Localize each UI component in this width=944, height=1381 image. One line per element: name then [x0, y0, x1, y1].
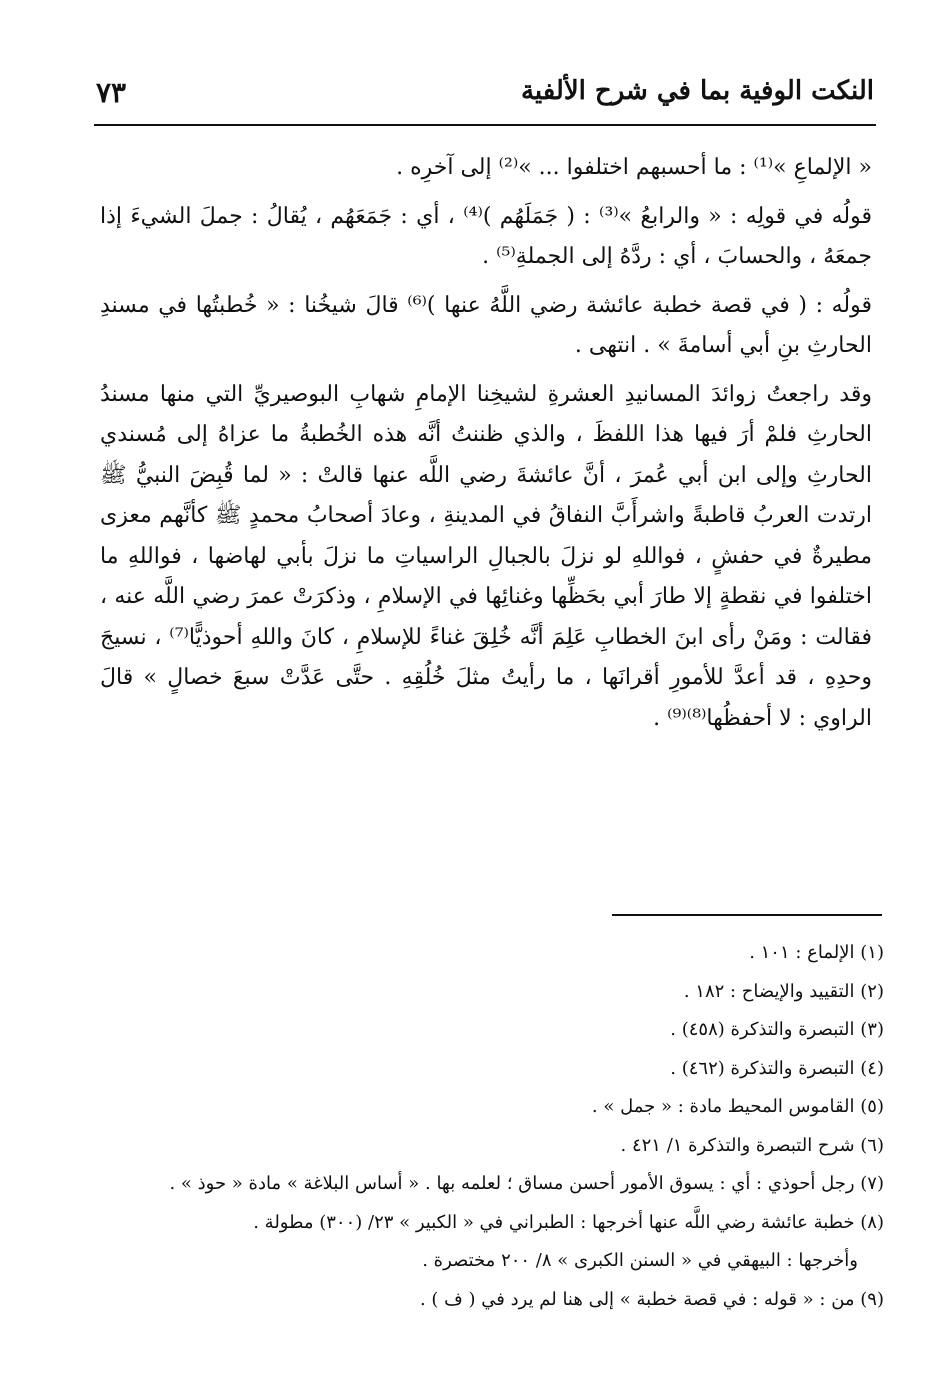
paragraph: قولُه في قولِه : « والرابعُ »⁽³⁾ : ( جَمَلَهُم )⁽⁴⁾ ، أي : جَمَعَهُم ، يُقالُ : جملَ الشيءَ إذا جمعَهُ ، والحسابَ ، أي : ردَّهُ إلى الجملةِ⁽⁵⁾ .	[100, 203, 872, 269]
footnote: (٩) من : « قوله : في قصة خطبة » إلى هنا لم يرد في ( ف ) .	[419, 1288, 884, 1310]
footnote-continuation: وأخرجها : البيهقي في « السنن الكبرى » ٨/ ٢٠٠ مختصرة .	[422, 1250, 858, 1271]
footnote: (٤) التبصرة والتذكرة (٤٦٢) .	[670, 1057, 884, 1079]
paragraph: قولُه : ( في قصة خطبة عائشة رضي اللَّهُ عنها )⁽⁶⁾ قالَ شيخُنا : « خُطبتُها في مسندِ الحارثِ بنِ أبي أسامةَ » . انتهى .	[100, 292, 872, 358]
footnote: (٨) خطبة عائشة رضي اللَّه عنها أخرجها : الطبراني في « الكبير » ٢٣/ (٣٠٠) مطولة .	[253, 1211, 884, 1233]
footnotes	[96, 934, 884, 1319]
running-title: النكت الوفية بما في شرح الألفية	[520, 76, 874, 106]
page-number: ٧٣	[96, 76, 127, 109]
main-text	[100, 148, 872, 739]
footnote: (٧) رجل أحوذي : أي : يسوق الأمور أحسن مساق ؛ لعلمه بها . « أساس البلاغة » مادة « حوذ » .	[169, 1173, 884, 1194]
header-rule	[94, 124, 876, 126]
paragraph: وقد راجعتُ زوائدَ المسانيدِ العشرةِ لشيخِنا الإمامِ شهابِ البوصيريِّ التي منها مسندُ الحارثِ فلمْ أرَ فيها هذا اللفظَ ، والذي ظننتُ أنَّه هذه الخُطبةُ ما عزاهُ إلى مُسندي الحارثِ وإلى ابن أبي عُمرَ ، أنَّ عائشةَ رضي اللَّه عنها قالتْ : « لما قُبِضَ النبيُّ ﷺ ارتدت العربُ قاطبةً واشرأَبَّ النفاقُ في المدينةِ ، وعادَ أصحابُ محمدٍ ﷺ كأنَّهم معزى مطيرةٌ في حفشٍ ، فواللهِ لو نزلَ بالجبالِ الراسياتِ ما نزلَ بأبي لهاضها ، فواللهِ ما اختلفوا في نقطةٍ إلا طارَ أبي بحَظِّها وغنائِها في الإسلامِ ، وذكرَتْ عمرَ رضي اللَّه عنه ، فقالت : ومَنْ رأى ابنَ الخطابِ عَلِمَ أنَّه خُلِقَ غناءً للإسلامِ ، كانَ واللهِ أحوذيًّا⁽⁷⁾ ، نسيجَ وحدِهِ ، قد أعدَّ للأمورِ أقرانَها ، ما رأيتُ مثلَ خُلُقِهِ . حتَّى عَدَّتْ سبعَ خصالٍ » قالَ الراوي : لا أحفظُها⁽⁸⁾⁽⁹⁾ .	[100, 381, 872, 731]
footnote: (٣) التبصرة والتذكرة (٤٥٨) .	[670, 1019, 884, 1040]
footnote: (١) الإلماع : ١٠١ .	[749, 942, 884, 963]
paragraph: « الإلماعِ »⁽¹⁾ : ما أحسبهم اختلفوا ... »⁽²⁾ إلى آخرِه .	[396, 155, 872, 180]
footnote: (٢) التقييد والإيضاح : ١٨٢ .	[683, 980, 884, 1002]
footnote: (٥) القاموس المحيط مادة : « جمل » .	[591, 1096, 884, 1117]
footnote-separator	[612, 914, 882, 916]
page-header	[96, 70, 874, 120]
footnote: (٦) شرح التبصرة والتذكرة ١/ ٤٢١ .	[620, 1134, 884, 1156]
